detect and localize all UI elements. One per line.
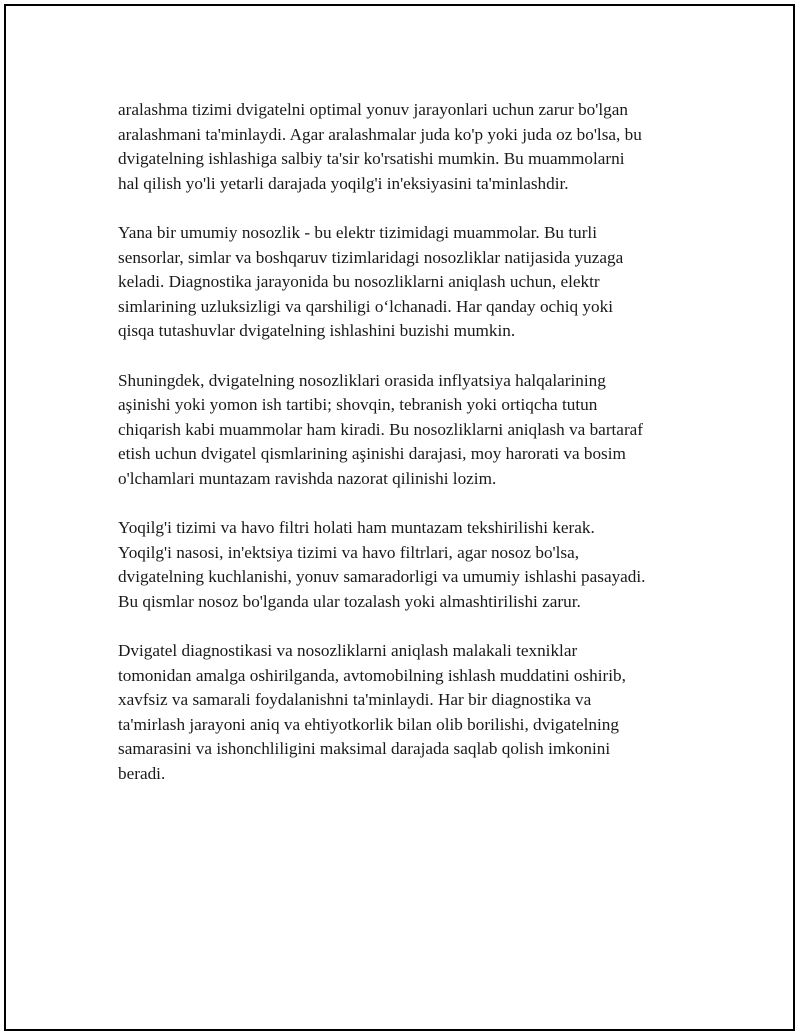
paragraph-line: o'lchamlari muntazam ravishda nazorat qilinishi lozim. — [118, 468, 497, 488]
paragraph-line: chiqarish kabi muammolar ham kiradi. Bu nosozliklarni aniqlash va bartaraf — [118, 419, 644, 439]
paragraph-line: Dvigatel diagnostikasi va nosozliklarni aniqlash malakali texniklar — [118, 641, 578, 661]
paragraph-line: ta'mirlash jarayoni aniq va ehtiyotkorlik bilan olib borilishi, dvigatelning — [118, 714, 619, 734]
paragraph-line: Shuningdek, dvigatelning nosozliklari orasida inflyatsiya halqalarining — [118, 370, 606, 390]
paragraph-line: hal qilish yo'li yetarli darajada yoqilg'i in'eksiyasini ta'minlashdir. — [118, 173, 569, 193]
paragraph-5 — [118, 639, 698, 787]
paragraph-line: tomonidan amalga oshirilganda, avtomobilning ishlash muddatini oshirib, — [118, 665, 626, 685]
paragraph-line: Yoqilg'i nasosi, in'ektsiya tizimi va havo filtrlari, agar nosoz bo'lsa, — [118, 542, 580, 562]
paragraph-line: qisqa tutashuvlar dvigatelning ishlashini buzishi mumkin. — [118, 321, 516, 341]
paragraph-line: aralashma tizimi dvigatelni optimal yonuv jarayonlari uchun zarur bo'lgan — [118, 100, 628, 119]
paragraph-line: dvigatelning ishlashiga salbiy ta'sir ko'rsatishi mumkin. Bu muammolarni — [118, 149, 625, 169]
document-body — [118, 98, 698, 811]
paragraph-line: beradi. — [118, 764, 166, 784]
paragraph-line: Yana bir umumiy nosozlik - bu elektr tizimidagi muammolar. Bu turli — [118, 222, 597, 242]
paragraph-line: xavfsiz va samarali foydalanishni ta'minlaydi. Har bir diagnostika va — [118, 690, 592, 710]
paragraph-line: samarasini va ishonchliligini maksimal darajada saqlab qolish imkonini — [118, 739, 611, 759]
paragraph-4 — [118, 516, 698, 614]
paragraph-2 — [118, 221, 698, 344]
paragraph-3 — [118, 369, 698, 492]
paragraph-line: sensorlar, simlar va boshqaruv tizimlaridagi nosozliklar natijasida yuzaga — [118, 247, 624, 267]
paragraph-line: Bu qismlar nosoz bo'lganda ular tozalash yoki almashtirilishi zarur. — [118, 591, 581, 611]
paragraph-line: dvigatelning kuchlanishi, yonuv samaradorligi va umumiy ishlashi pasayadi. — [118, 567, 646, 587]
paragraph-line: aşinishi yoki yomon ish tartibi; shovqin, tebranish yoki ortiqcha tutun — [118, 395, 598, 415]
paragraph-line: etish uchun dvigatel qismlarining aşinishi darajasi, moy harorati va bosim — [118, 444, 626, 464]
page-frame — [4, 4, 795, 1031]
paragraph-line: simlarining uzluksizligi va qarshiligi o‘lchanadi. Har qanday ochiq yoki — [118, 296, 613, 316]
paragraph-line: keladi. Diagnostika jarayonida bu nosozliklarni aniqlash uchun, elektr — [118, 272, 600, 292]
paragraph-1 — [118, 98, 698, 196]
paragraph-line: Yoqilg'i tizimi va havo filtri holati ham muntazam tekshirilishi kerak. — [118, 518, 595, 538]
paragraph-line: aralashmani ta'minlaydi. Agar aralashmalar juda ko'p yoki juda oz bo'lsa, bu — [118, 124, 642, 144]
